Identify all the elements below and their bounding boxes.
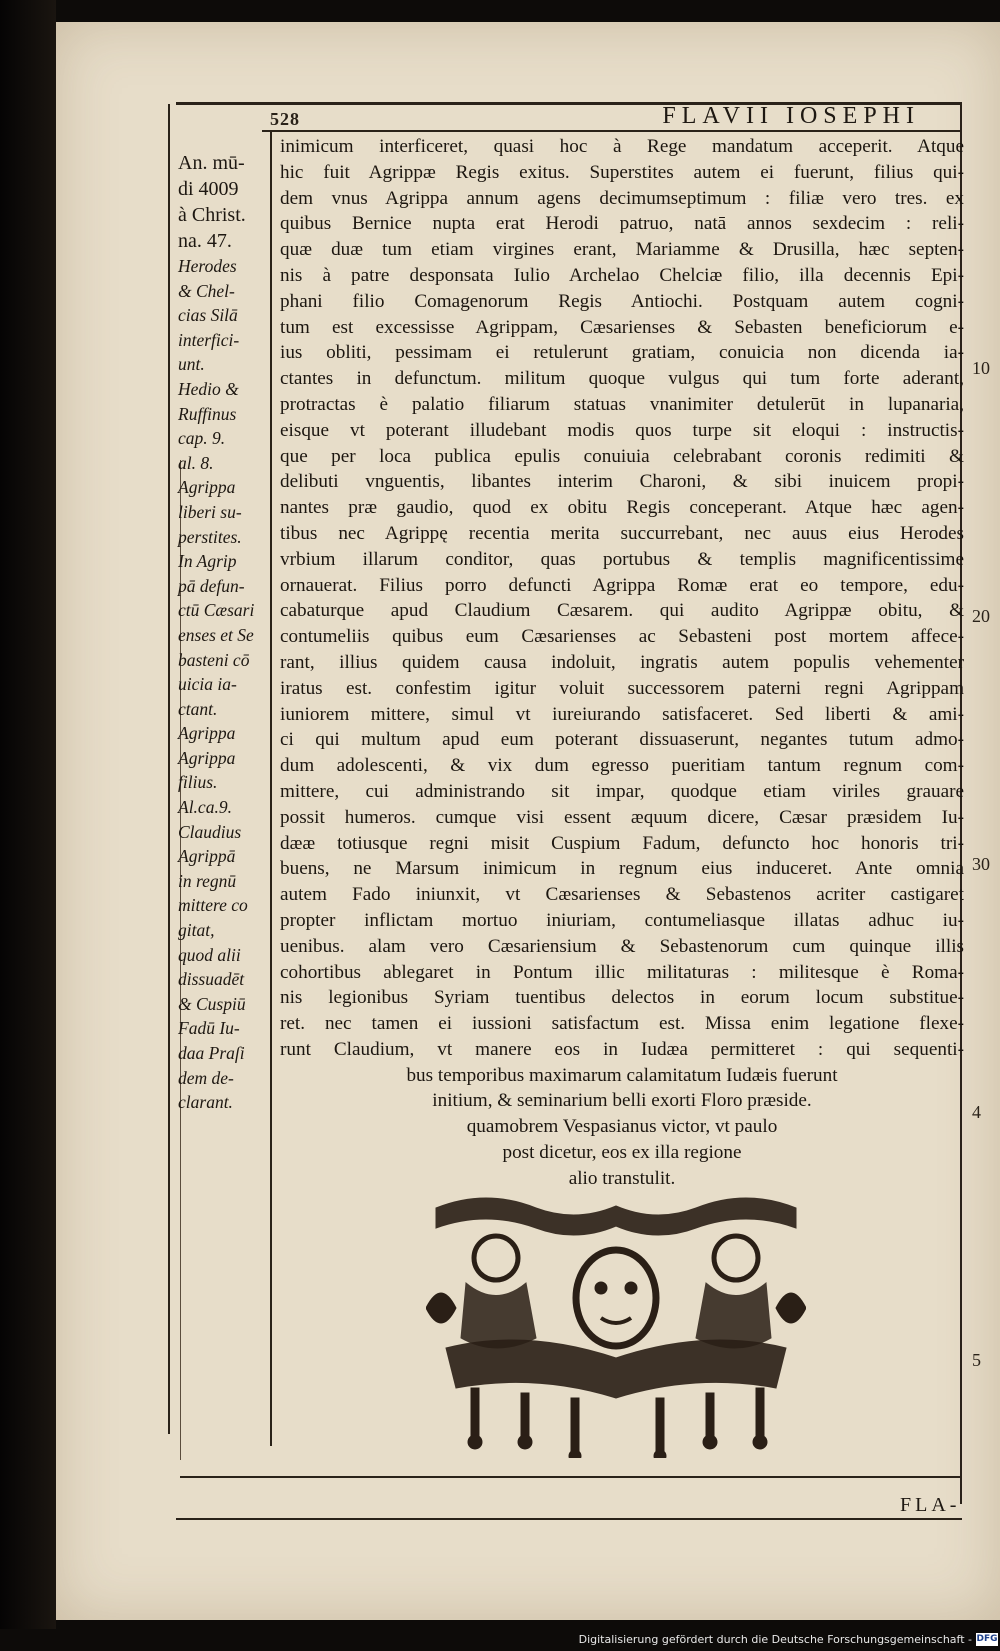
body-text-line: possit humeros. cumque visi essent æquum dicere, Cæsar præsidem Iu-: [280, 806, 964, 828]
margin-note-line: Agrippa: [178, 723, 236, 744]
body-text-line: quibus Bernice nupta erat Herodi patruo, natā annos sexdecim : reli-: [280, 213, 964, 235]
margin-note-line: Al.ca.9.: [178, 797, 232, 818]
margin-divider-rule: [270, 130, 272, 1446]
body-text-line: rant, illius quidem causa indoluit, ingratis autem populis vehementer: [280, 651, 964, 673]
body-text-line: buens, ne Marsum inimicum in regnum eius induceret. Ante omnia: [280, 858, 964, 880]
body-text-centered-line: quamobrem Vespasianus victor, vt paulo: [466, 1116, 778, 1138]
body-text-line: tum est excessisse Agrippam, Cæsarienses & Sebasten beneficiorum e-: [280, 316, 964, 338]
margin-note-line: perstites.: [178, 526, 242, 547]
margin-note-line: & Cuspiū: [178, 993, 246, 1014]
line-number-40: 4: [972, 1102, 981, 1122]
body-text-line: dææ totiusque regni misit Cuspium Fadum, defuncto hoc honoris tri-: [280, 832, 964, 854]
margin-note-line: liberi su-: [178, 501, 242, 522]
line-number-30: 30: [972, 854, 990, 874]
margin-note-line: cias Silā: [178, 305, 238, 326]
running-header: [270, 96, 960, 130]
book-gutter: [0, 0, 56, 1651]
margin-note-line: An. mū-: [178, 152, 245, 174]
body-text-line: ret. nec tamen ei iussioni satisfactum est. Missa enim legatione flexe-: [280, 1013, 964, 1035]
margin-note-line: ctū Cæsari: [178, 600, 255, 621]
margin-note-line: dissuadēt: [178, 969, 245, 990]
body-text-line: quæ duæ tum etiam virgines erant, Mariamme & Drusilla, hæc septen-: [280, 239, 964, 261]
body-text-line: dum adolescenti, & vix dum egresso pueritiam tantum regnum com-: [280, 755, 964, 777]
margin-note-line: unt.: [178, 354, 205, 375]
body-text-centered-line: alio transtulit.: [568, 1167, 676, 1189]
margin-note-line: Hedio &: [178, 378, 239, 399]
margin-note-line: daa Praſi: [178, 1043, 245, 1063]
bottom-rule: [180, 1476, 962, 1478]
running-title: FLAVII IOSEPHI: [662, 103, 920, 129]
margin-note-line: Agrippā: [178, 846, 236, 867]
margin-note-line: interfici-: [178, 329, 240, 350]
body-text-line: propter inflictam mortuo iniuriam, contumeliasque illatas adhuc iu-: [280, 909, 964, 931]
margin-note-line: Herodes: [178, 256, 237, 276]
main-text-column: [280, 134, 964, 1192]
dfg-logo-badge: DFG: [976, 1634, 998, 1644]
body-text-line: eisque vt poterant illudebant modis quos turpe sit eloqui : instructis-: [280, 419, 964, 441]
body-text-line: autem Fado iniunxit, vt Cæsarienses & Sebastenos acriter castigaret: [280, 884, 964, 906]
margin-note-line: enses et Se: [178, 624, 254, 645]
page-number: 528: [270, 109, 300, 129]
margin-note-line: & Chel-: [178, 280, 235, 301]
margin-note-line: na. 47.: [178, 230, 232, 252]
body-text-line: delibuti vnguentis, libantes interim Charoni, & sibi inuicem propi-: [280, 471, 964, 493]
line-number-markers: [972, 0, 1000, 1651]
body-text-line: inimicum interficeret, quasi hoc à Rege mandatum acceperit. Atque: [280, 136, 964, 157]
margin-note-line: pā defun-: [178, 575, 245, 596]
margin-note-line: basteni cō: [178, 649, 250, 670]
line-number-50: 5: [972, 1350, 981, 1370]
body-text-line: vrbium illarum conditor, quas portubus & templis magnificentissime: [280, 548, 964, 570]
body-text-line: nis à patre desponsata Iulio Archelao Chelciæ filio, illa decennis Epi-: [280, 264, 964, 286]
body-text-line: uenibus. alam vero Cæsariensium & Sebastenorum cum quinque illis: [280, 935, 964, 957]
body-text-line: cohortibus ablegaret in Pontum illic militaturas : militesque è Roma-: [280, 961, 964, 983]
body-text-line: iuniorem mittere, simul vt iureiurando satisfaceret. Sed liberti & ami-: [280, 703, 964, 725]
body-text-line: tibus nec Agrippę recentia merita succurrebant, nec auus eius Herodes: [280, 522, 964, 544]
margin-note-line: filius.: [178, 772, 218, 793]
body-text-line: cabaturque apud Claudium Cæsarem. qui audito Agrippæ obitu, &: [280, 600, 964, 622]
margin-note-line: Agrippa: [178, 477, 236, 498]
digitization-credit: Digitalisierung gefördert durch die Deutsche Forschungsgemeinschaft -: [578, 1633, 972, 1646]
margin-note-line: dem de-: [178, 1067, 234, 1088]
margin-note-line: Claudius: [178, 821, 242, 842]
margin-note-line: cap. 9.: [178, 428, 226, 449]
lower-rule: [176, 1518, 962, 1520]
body-text-centered-line: bus temporibus maximarum calamitatum Iudæis fuerunt: [406, 1064, 838, 1086]
body-text-line: runt Claudium, vt manere eos in Iudæa permitteret : qui sequenti-: [280, 1038, 964, 1060]
margin-note-line: Ruffinus: [178, 403, 237, 424]
margin-note-line: In Agrip: [178, 551, 237, 572]
line-number-20: 20: [972, 606, 990, 626]
outer-left-rule: [168, 104, 170, 1434]
margin-note-line: clarant.: [178, 1092, 233, 1113]
margin-note-line: Fadū Iu-: [178, 1018, 240, 1039]
margin-note-line: al. 8.: [178, 452, 214, 473]
margin-note-line: quod alii: [178, 944, 241, 965]
body-text-line: ius obliti, pessimam ei retulerunt gratiam, conuicia non dicenda ia-: [280, 342, 964, 364]
margin-note-line: à Christ.: [178, 204, 246, 226]
margin-note-line: in regnū: [178, 870, 237, 891]
body-text-line: ci qui multum apud eum poterant dissuaserunt, negantes tutum admo-: [280, 729, 964, 751]
body-text-line: contumeliis quibus eum Cæsarienses ac Sebasteni post mortem affece-: [280, 626, 964, 648]
marginal-notes: [178, 150, 270, 1115]
catchword: FLA-: [900, 1494, 961, 1516]
margin-note-line: gitat,: [178, 920, 215, 941]
margin-note-line: uicia ia-: [178, 674, 237, 695]
body-text-line: mittere, cui administrando sit impar, quodque etiam viriles grauare: [280, 780, 964, 802]
body-text-line: nis legionibus Syriam tuentibus delectos in eorum locum substitue-: [280, 987, 964, 1009]
body-text-line: dem vnus Agrippa annum agens decimumseptimum : filiæ vero tres. ex: [280, 187, 964, 209]
body-text-line: ornauerat. Filius porro defuncti Agrippa Romæ erat eo tempore, edu-: [280, 574, 964, 596]
header-underline: [262, 130, 962, 132]
body-text-line: hic fuit Agrippæ Regis exitus. Superstites autem ei fuerunt, filius qui-: [280, 161, 964, 183]
woodcut-tailpiece-icon: [426, 1188, 806, 1458]
body-text-line: ctantes in defunctum. militum quoque vulgus qui tum forte aderant,: [280, 368, 964, 390]
body-text-line: nantes præ gaudio, quod ex obitu Regis conceperant. Atque hæc agen-: [280, 497, 964, 519]
body-text-centered-line: post dicetur, eos ex illa regione: [502, 1142, 742, 1164]
margin-note-line: mittere co: [178, 895, 248, 916]
margin-note-line: di 4009: [178, 178, 239, 200]
line-number-10: 10: [972, 358, 990, 378]
body-text-line: que per loca publica epulis conuiuia celebrabant coronis redimiti &: [280, 445, 964, 467]
margin-note-line: ctant.: [178, 698, 218, 719]
margin-note-line: Agrippa: [178, 747, 236, 768]
body-text-line: iratus est. confestim igitur voluit successorem paterni regni Agrippam: [280, 677, 964, 699]
body-text-line: phani filio Comagenorum Regis Antiochi. Postquam autem cogni-: [280, 290, 964, 312]
body-text-centered-line: initium, & seminarium belli exorti Floro præside.: [432, 1090, 812, 1112]
body-text-line: protractas è palatio filiarum statuas vnanimiter detulerūt in lupanaria,: [280, 393, 964, 415]
